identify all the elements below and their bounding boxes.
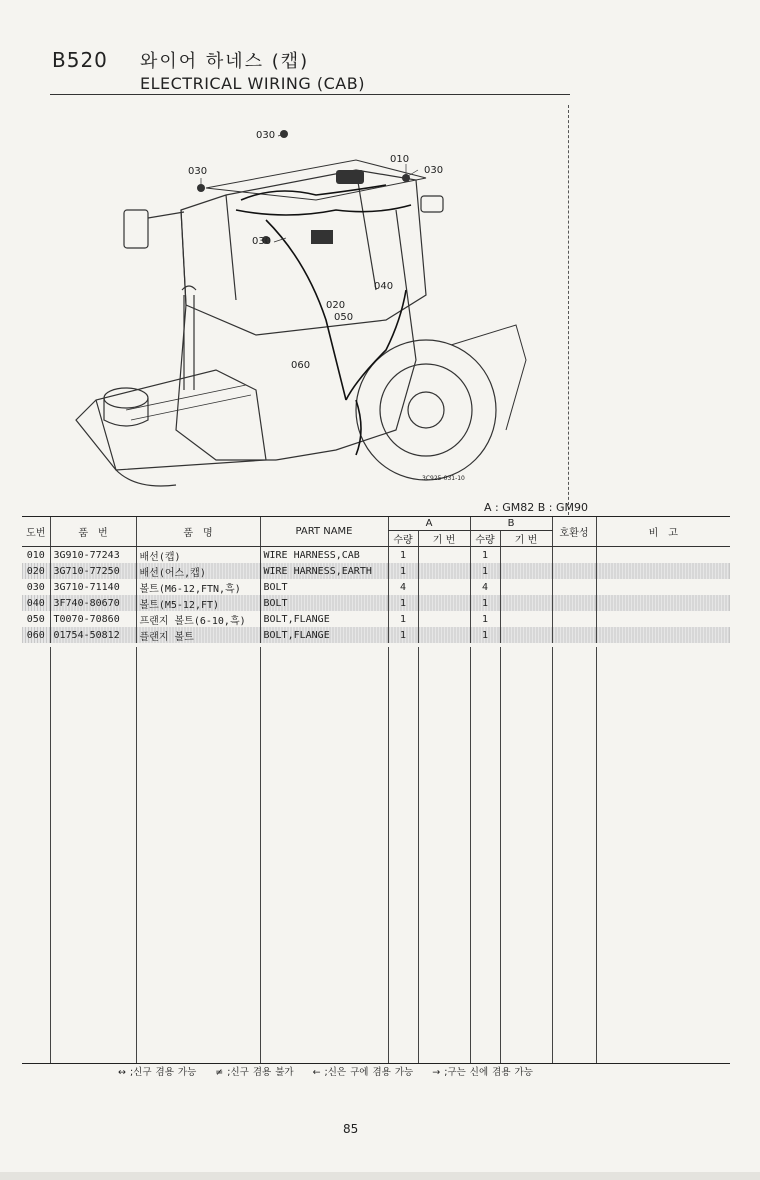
row-qty-b: 1 xyxy=(470,611,500,627)
row-part-no: 01754-50812 xyxy=(50,627,136,643)
header-part-no: 품 번 xyxy=(50,517,136,547)
row-no: 040 xyxy=(22,595,50,611)
page-number: 85 xyxy=(343,1122,359,1136)
header-remarks: 비 고 xyxy=(596,517,730,547)
row-qty-a: 1 xyxy=(388,547,418,564)
part-group-code: B520 xyxy=(52,48,108,72)
bottom-band xyxy=(0,1172,760,1180)
interchangeability-legend: ↔ ;신구 겸용 가능 ≠ ;신구 겸용 불가 ← ;신은 구에 겸용 가능 → ;구는 신에 겸용 가능 xyxy=(118,1067,533,1078)
callout-label: 050 xyxy=(334,312,354,323)
header-group-b: B xyxy=(470,517,552,531)
row-no: 010 xyxy=(26,549,45,561)
row-qty-a: 1 xyxy=(388,627,418,643)
header-qty-a: 수량 xyxy=(388,531,418,547)
row-qty-a: 1 xyxy=(388,595,418,611)
row-no: 030 xyxy=(26,581,45,593)
row-name-ko: 볼트(M5-12,FT) xyxy=(136,595,260,611)
row-part-no: 3G710-77250 xyxy=(50,563,136,579)
row-part-no: T0070-70860 xyxy=(50,611,136,627)
row-qty-b: 1 xyxy=(470,547,500,564)
page-title-korean: 와이어 하네스 (캡) xyxy=(140,51,310,72)
header-interchange: 호환성 xyxy=(552,517,596,547)
row-qty-b: 4 xyxy=(470,579,500,595)
callout-label: 040 xyxy=(374,281,394,292)
row-part-no: 3G710-71140 xyxy=(50,579,136,595)
row-part-name: WIRE HARNESS,EARTH xyxy=(260,563,388,579)
callout-label: 060 xyxy=(291,360,311,371)
row-qty-a: 1 xyxy=(388,611,418,627)
header-no: 도번 xyxy=(22,517,50,547)
row-qty-b: 1 xyxy=(470,595,500,611)
row-part-name: BOLT xyxy=(260,595,388,611)
row-no: 020 xyxy=(22,563,50,579)
callout-label: 030 xyxy=(188,166,208,177)
header-serial-a: 기 번 xyxy=(418,531,470,547)
row-qty-b: 1 xyxy=(470,563,500,579)
callout-label: 020 xyxy=(326,300,346,311)
wiring-diagram xyxy=(56,100,576,500)
drawing-number: 3C925-031-10 xyxy=(422,475,465,482)
row-part-no: 3F740-80670 xyxy=(50,595,136,611)
models-legend: A : GM82 B : GM90 xyxy=(484,501,588,514)
header-group-a: A xyxy=(388,517,470,531)
row-name-ko: 볼트(M6-12,FTN,흑) xyxy=(136,579,260,595)
header-serial-b: 기 번 xyxy=(500,531,552,547)
callout-label: 030 xyxy=(256,130,276,141)
table-column-rules xyxy=(22,517,730,1063)
callout-label: 030 xyxy=(424,165,444,176)
row-qty-a: 1 xyxy=(388,563,418,579)
row-part-name: BOLT,FLANGE xyxy=(260,627,388,643)
callout-label: 030 xyxy=(252,236,272,247)
row-part-name: WIRE HARNESS,CAB xyxy=(260,547,388,564)
header-qty-b: 수량 xyxy=(470,531,500,547)
parts-table xyxy=(22,516,730,1064)
row-no: 060 xyxy=(22,627,50,643)
row-qty-b: 1 xyxy=(470,627,500,643)
page-divider xyxy=(568,105,569,515)
row-name-ko: 플랜지 볼트 xyxy=(136,627,260,643)
row-part-name: BOLT xyxy=(260,579,388,595)
row-name-ko: 배선(캡) xyxy=(136,547,260,564)
row-part-name: BOLT,FLANGE xyxy=(260,611,388,627)
row-qty-a: 4 xyxy=(388,579,418,595)
row-part-no: 3G910-77243 xyxy=(50,547,136,564)
row-no: 050 xyxy=(26,613,45,625)
callout-label: 010 xyxy=(390,154,410,165)
row-name-ko: 배선(어스,캡) xyxy=(136,563,260,579)
page-title-english: ELECTRICAL WIRING (CAB) xyxy=(140,74,365,93)
header-part-name: PART NAME xyxy=(260,517,388,547)
header-name-ko: 품 명 xyxy=(136,517,260,547)
row-name-ko: 프랜지 볼트(6-10,흑) xyxy=(136,611,260,627)
header-rule xyxy=(50,94,570,95)
